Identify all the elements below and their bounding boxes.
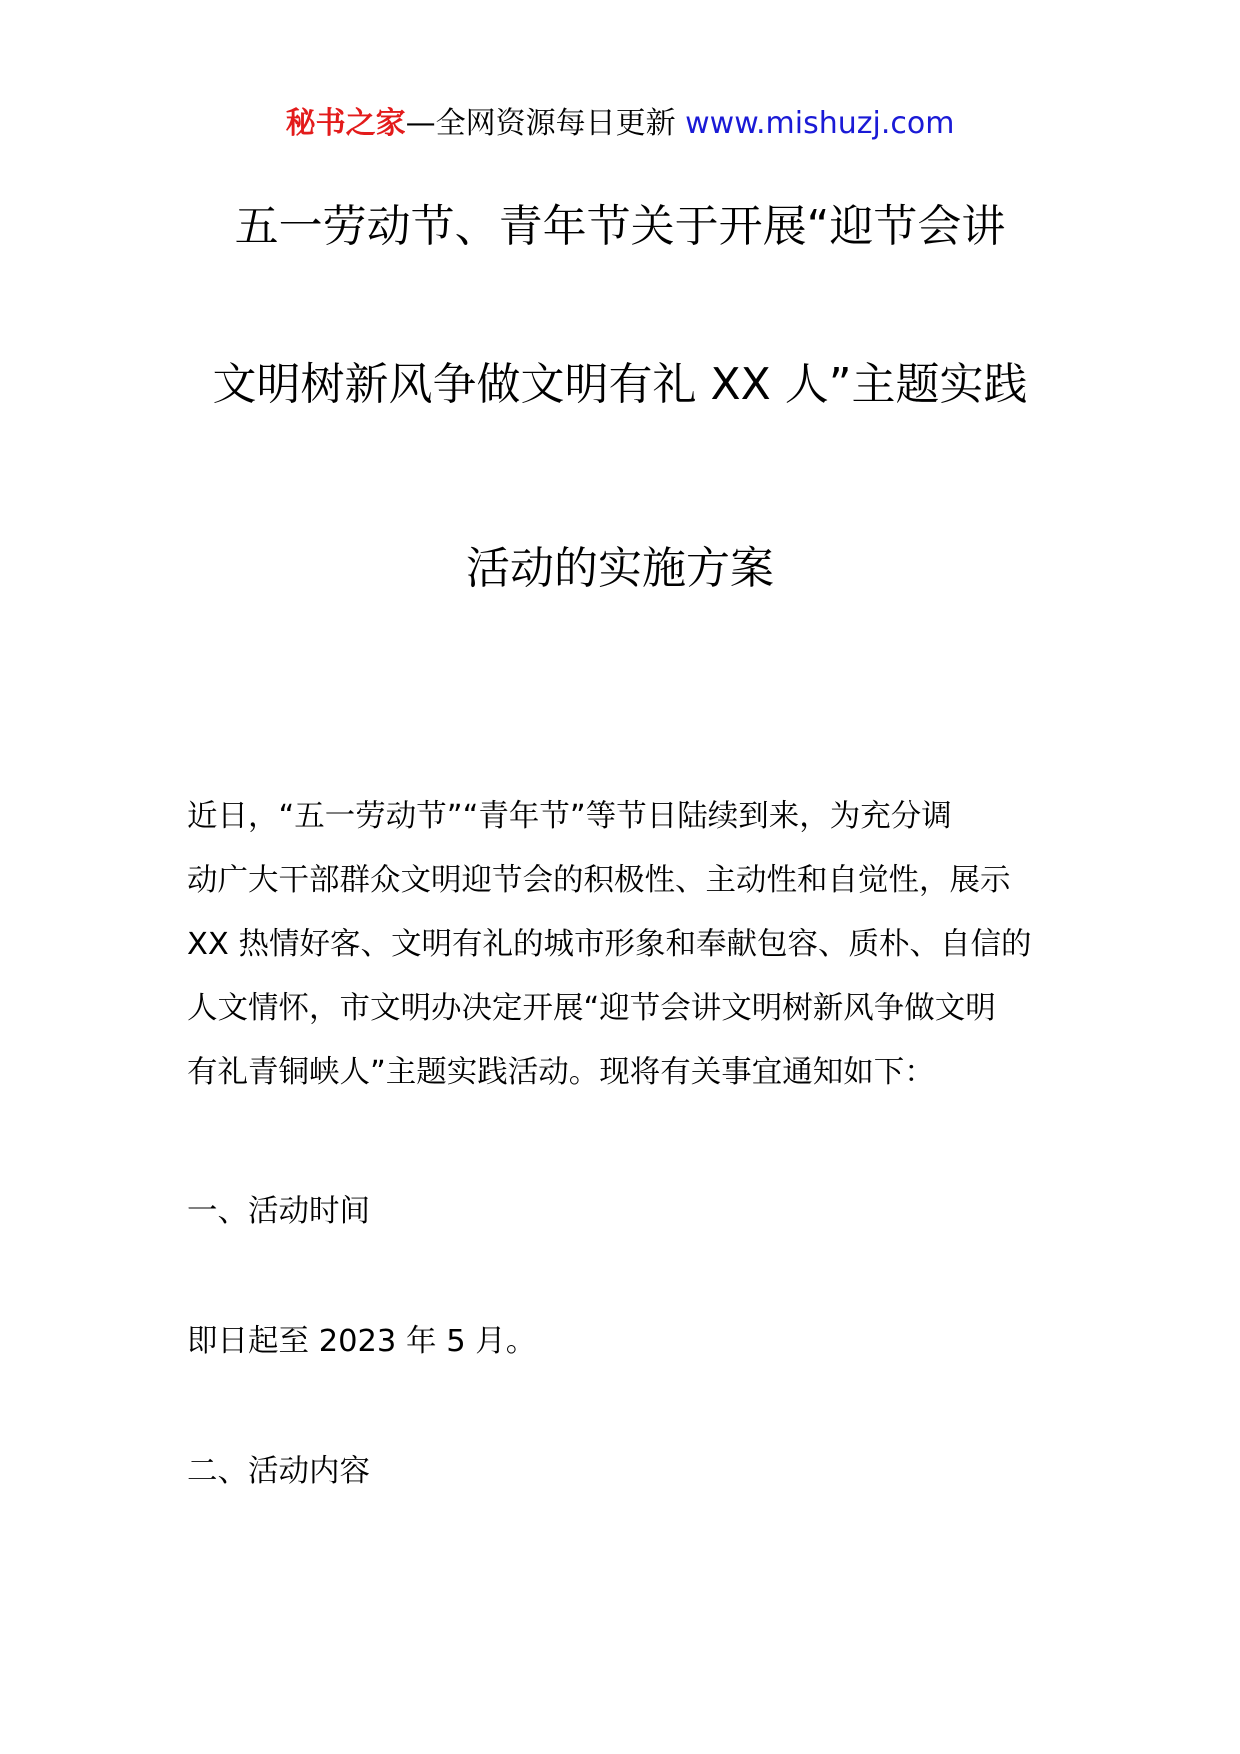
intro-paragraph [187,785,1057,1105]
brand-name: 秘书之家 [285,106,406,141]
section-content-activity-time: 即日起至 2023 年 5 月。 [187,1324,537,1359]
site-header [0,100,1240,148]
document-title-line-1: 五一劳动节、青年节关于开展“迎节会讲 [234,201,1006,252]
section-heading-activity-time: 一、活动时间 [187,1194,370,1229]
intro-line: 有礼青铜峡人”主题实践活动。现将有关事宜通知如下： [187,1055,935,1090]
document-title-line-3: 活动的实施方案 [466,543,774,594]
intro-line: 人文情怀，市文明办决定开展“迎节会讲文明树新风争做文明 [187,991,996,1026]
header-tagline: —全网资源每日更新 [405,106,676,141]
site-url-link[interactable]: www.mishuzj.com [685,106,955,141]
intro-line: 近日，“五一劳动节”“青年节”等节日陆续到来，为充分调 [187,799,952,834]
section-heading-activity-content: 二、活动内容 [187,1454,370,1489]
intro-line: XX 热情好客、文明有礼的城市形象和奉献包容、质朴、自信的 [187,927,1032,962]
document-title-line-2: 文明树新风争做文明有礼 XX 人”主题实践 [212,359,1028,410]
intro-line: 动广大干部群众文明迎节会的积极性、主动性和自觉性，展示 [187,863,1011,898]
